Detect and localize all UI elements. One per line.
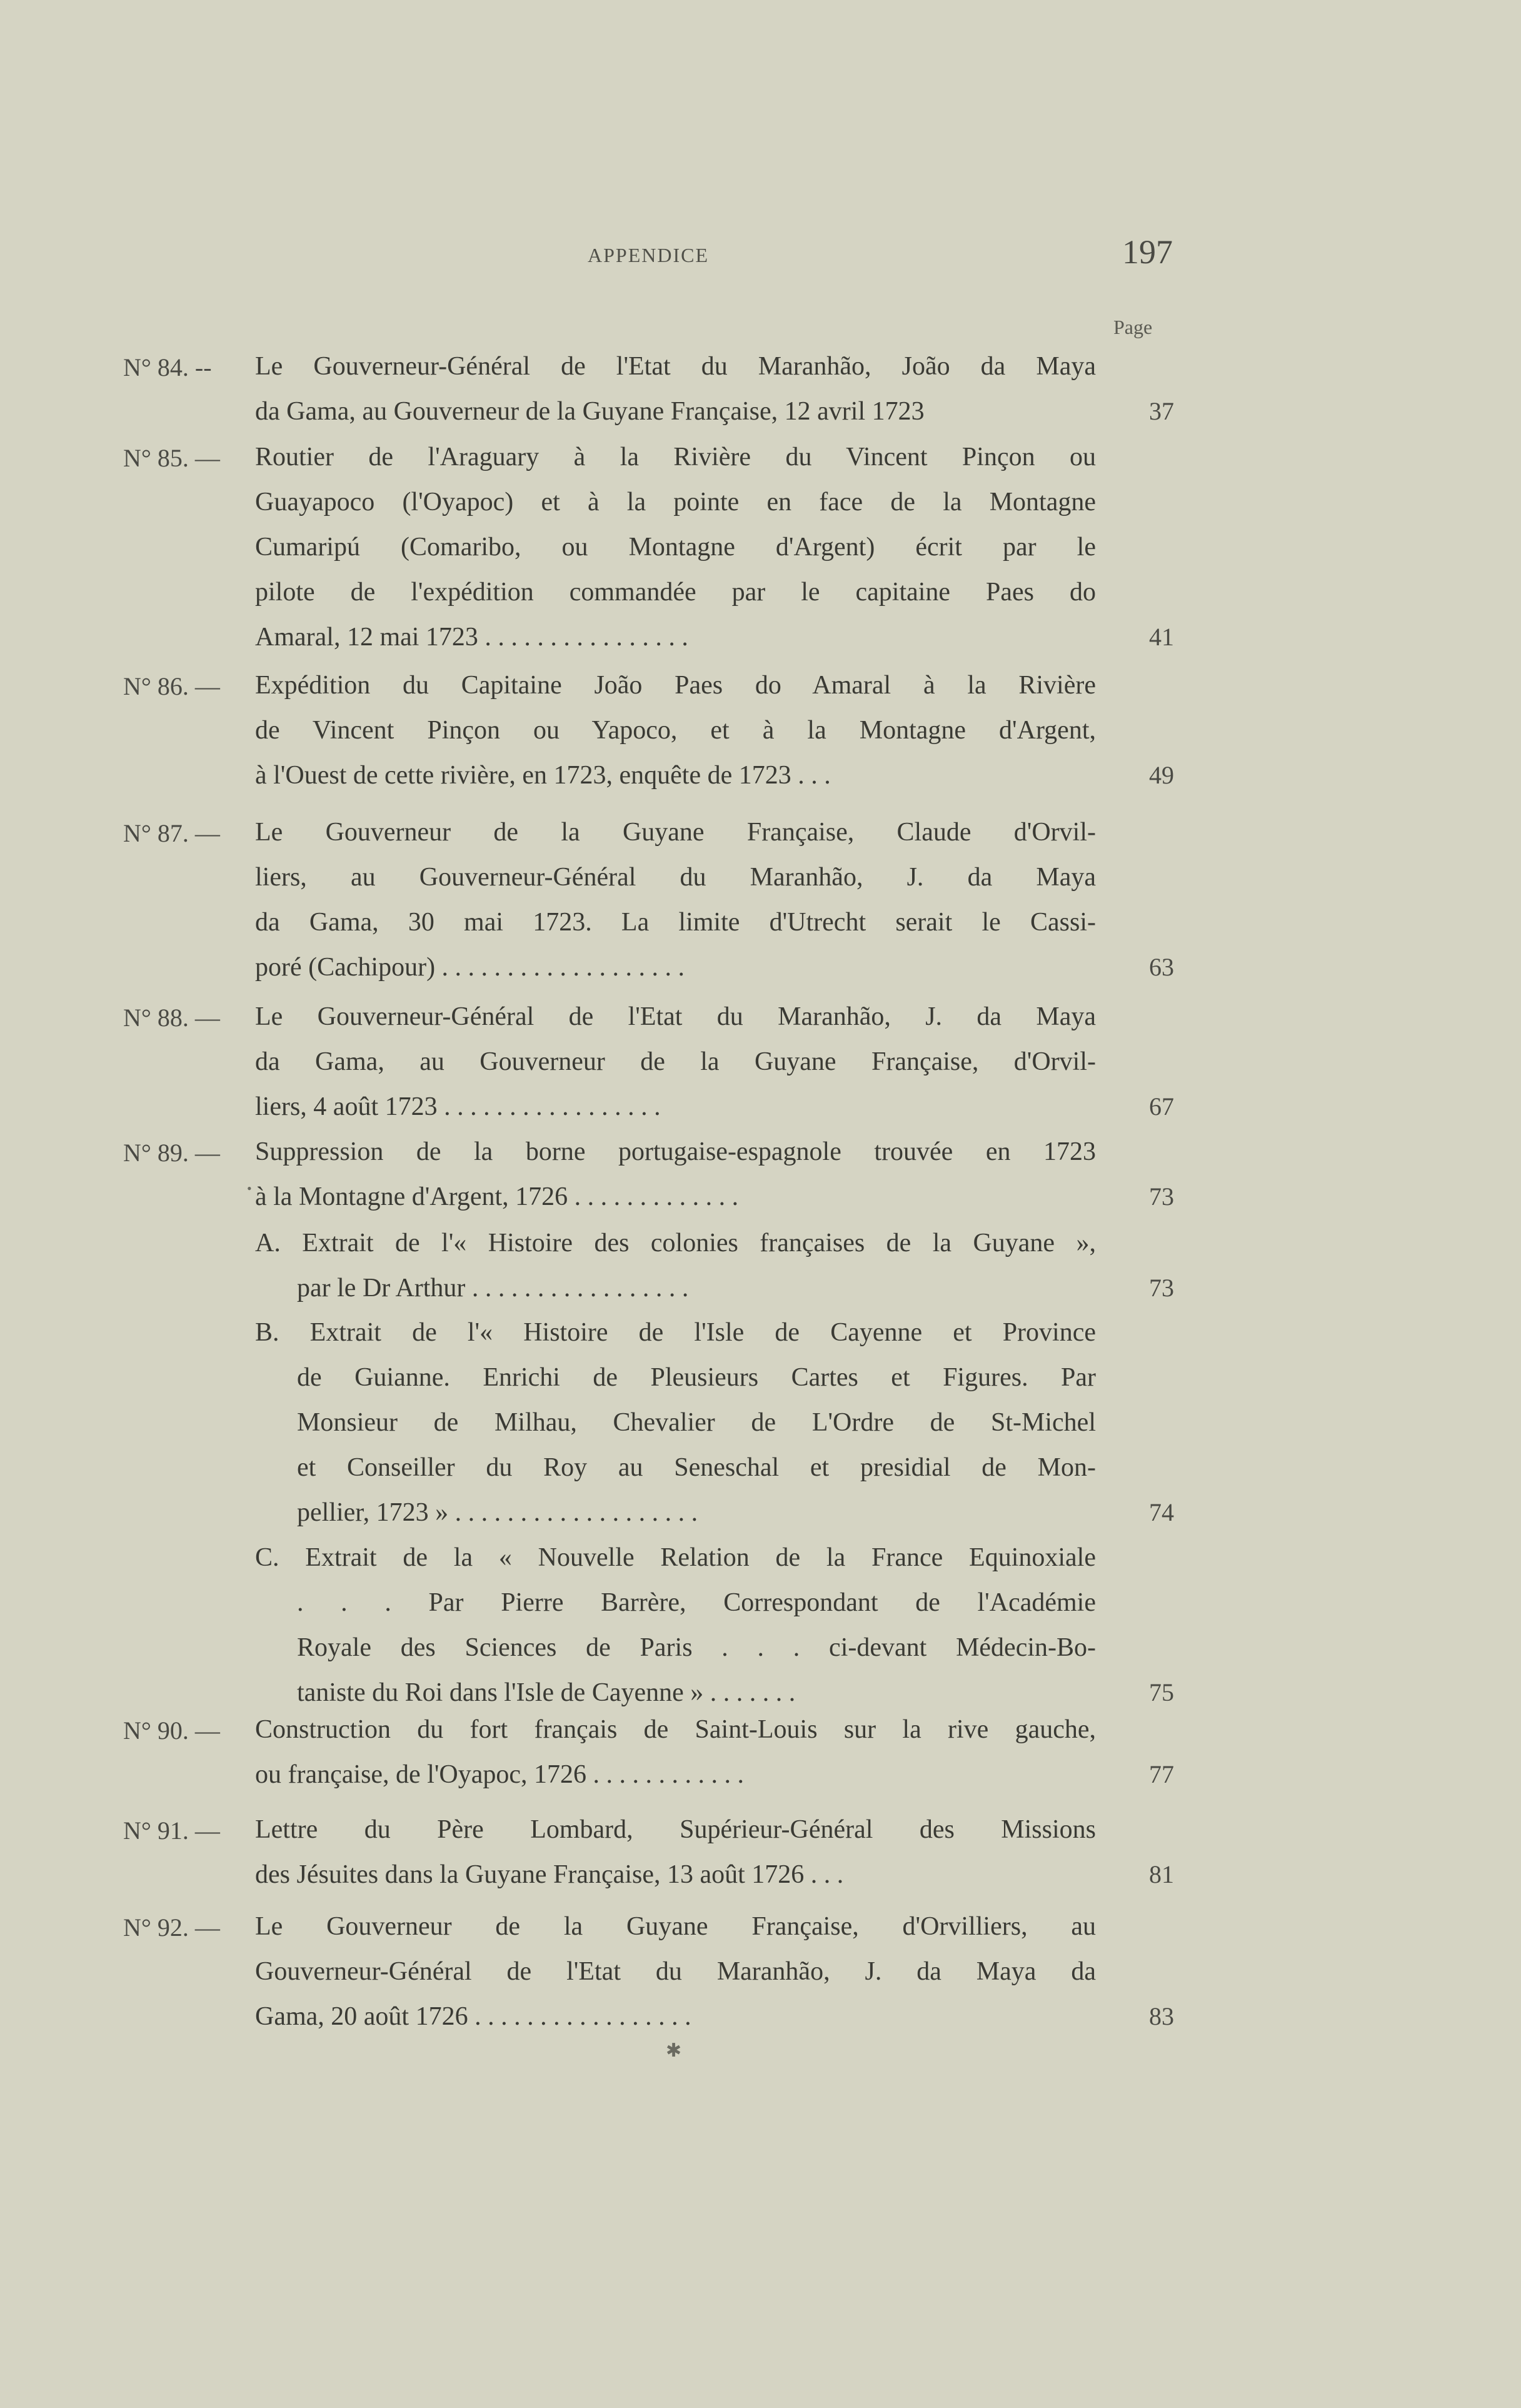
entry-line: Routier de l'Araguary à la Rivière du Vincent Pinçon ou [255,443,1096,471]
entry-line: Cumaripú (Comaribo, ou Montagne d'Argent) écrit par le [255,533,1096,562]
entry-line: à l'Ouest de cette rivière, en 1723, enquête de 1723 . . . [255,761,831,790]
entry-line: par le Dr Arthur . . . . . . . . . . . . . . . . . [297,1274,689,1302]
entry-number: N° 90. — [123,1716,220,1745]
entry-line: de Guianne. Enrichi de Pleusieurs Cartes et Figures. Par [297,1363,1096,1392]
entry-line: et Conseiller du Roy au Seneschal et presidial de Mon- [297,1453,1096,1482]
entry-line: à la Montagne d'Argent, 1726 . . . . . . . . . . . . . [255,1182,739,1211]
entry-page-ref: 81 [1149,1860,1174,1888]
entry-line: pellier, 1723 » . . . . . . . . . . . . . . . . . . . [297,1498,698,1527]
entry-page-ref: 67 [1149,1092,1174,1121]
entry-number: N° 92. — [123,1913,220,1942]
entry-page-ref: 77 [1149,1760,1174,1788]
entry-page-ref: 83 [1149,2002,1174,2030]
entry-page-ref: 37 [1149,397,1174,425]
entry-line: taniste du Roi dans l'Isle de Cayenne » . . . . . . . [297,1678,796,1707]
entry-line: Monsieur de Milhau, Chevalier de L'Ordre de St-Michel [297,1408,1096,1437]
ink-speck: • [247,1181,252,1196]
entry-number: N° 87. — [123,819,220,847]
page-column-label: Page [1113,316,1153,338]
entry-line: liers, 4 août 1723 . . . . . . . . . . . . . . . . . [255,1092,661,1121]
entry-number: N° 86. — [123,672,220,700]
entry-line: Le Gouverneur-Général de l'Etat du Maranhão, João da Maya [255,352,1096,381]
entry-line: Suppression de la borne portugaise-espagnole trouvée en 1723 [255,1137,1096,1166]
entry-line: Le Gouverneur de la Guyane Française, Claude d'Orvil- [255,818,1096,847]
entry-line: Guayapoco (l'Oyapoc) et à la pointe en face de la Montagne [255,488,1096,516]
entry-number: N° 91. — [123,1816,220,1845]
printer-mark: ✱ [666,2040,682,2061]
entry-line: Gama, 20 août 1726 . . . . . . . . . . . . . . . . . [255,2002,691,2031]
running-title: APPENDICE [588,244,710,266]
entry-line: de Vincent Pinçon ou Yapoco, et à la Montagne d'Argent, [255,716,1096,745]
entry-number: N° 89. — [123,1139,220,1167]
entry-line: Royale des Sciences de Paris . . . ci-devant Médecin-Bo- [297,1633,1096,1662]
entry-line: Construction du fort français de Saint-Louis sur la rive gauche, [255,1715,1096,1744]
entry-line: da Gama, au Gouverneur de la Guyane Française, d'Orvil- [255,1047,1096,1076]
entry-page-ref: 74 [1149,1498,1174,1526]
entry-line: Le Gouverneur de la Guyane Française, d'Orvilliers, au [255,1912,1096,1941]
entry-line: pilote de l'expédition commandée par le capitaine Paes do [255,578,1096,607]
entry-line: da Gama, 30 mai 1723. La limite d'Utrecht serait le Cassi- [255,908,1096,937]
entry-page-ref: 41 [1149,623,1174,651]
entry-line: Lettre du Père Lombard, Supérieur-Général des Missions [255,1815,1096,1844]
entry-line: liers, au Gouverneur-Général du Maranhão, J. da Maya [255,863,1096,892]
entry-line: Amaral, 12 mai 1723 . . . . . . . . . . . . . . . . [255,623,688,652]
entry-line: des Jésuites dans la Guyane Française, 13 août 1726 . . . [255,1860,844,1889]
entry-line: Gouverneur-Général de l'Etat du Maranhão, J. da Maya da [255,1957,1096,1986]
entry-line: Le Gouverneur-Général de l'Etat du Maranhão, J. da Maya [255,1002,1096,1031]
entry-number: N° 84. -- [123,353,212,381]
entry-number: N° 88. — [123,1004,220,1032]
entry-number: N° 85. — [123,444,220,472]
entry-line: C. Extrait de la « Nouvelle Relation de la France Equinoxiale [255,1543,1096,1572]
entry-line: A. Extrait de l'« Histoire des colonies françaises de la Guyane », [255,1229,1096,1257]
entry-page-ref: 49 [1149,761,1174,789]
page-number: 197 [1122,233,1173,271]
entry-page-ref: 63 [1149,953,1174,981]
entry-page-ref: 73 [1149,1182,1174,1211]
entry-page-ref: 73 [1149,1274,1174,1302]
entry-page-ref: 75 [1149,1678,1174,1706]
entry-line: B. Extrait de l'« Histoire de l'Isle de Cayenne et Province [255,1318,1096,1347]
entry-line: da Gama, au Gouverneur de la Guyane Française, 12 avril 1723 [255,397,925,426]
entry-line: ou française, de l'Oyapoc, 1726 . . . . . . . . . . . . [255,1760,745,1789]
entry-line: poré (Cachipour) . . . . . . . . . . . . . . . . . . . [255,953,685,982]
entry-line: Expédition du Capitaine João Paes do Amaral à la Rivière [255,671,1096,700]
entry-line: . . . Par Pierre Barrère, Correspondant de l'Académie [297,1588,1096,1617]
